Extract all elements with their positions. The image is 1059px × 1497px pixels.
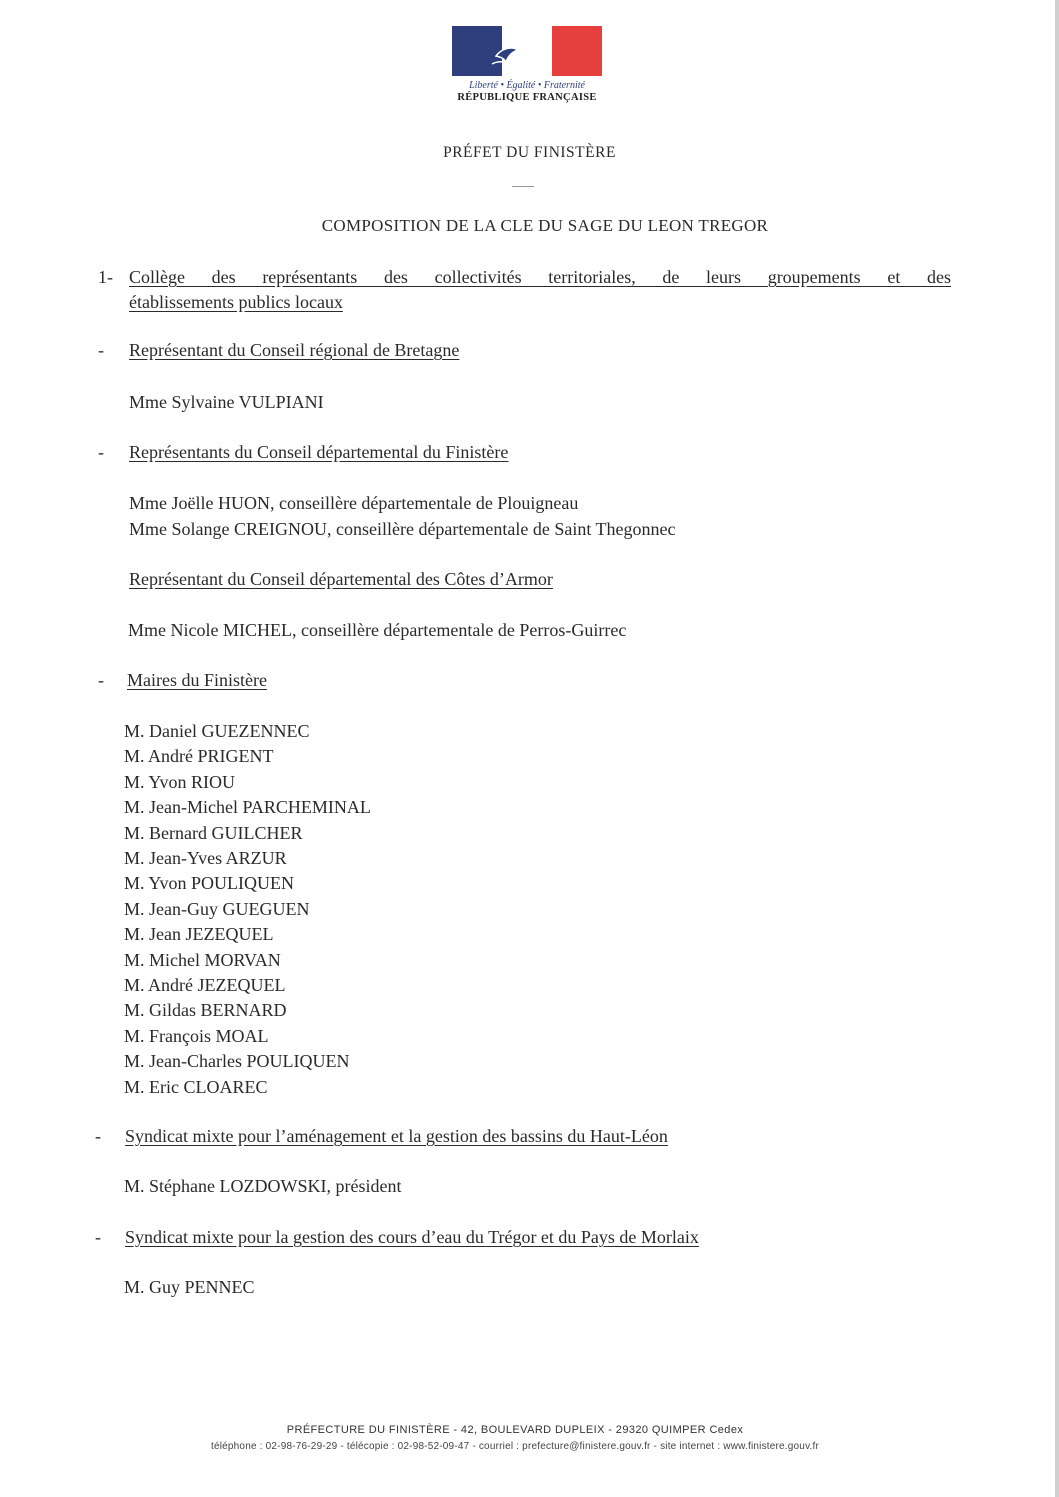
republique-logo <box>452 26 602 116</box>
member-name: Mme Sylvaine VULPIANI <box>129 392 324 412</box>
list-item: M. Eric CLOAREC <box>124 1076 268 1097</box>
member-name: M. Stéphane LOZDOWSKI, président <box>124 1176 402 1196</box>
list-item: M. André PRIGENT <box>124 746 274 767</box>
list-item: M. André JEZEQUEL <box>124 975 286 996</box>
footer-contacts: téléphone : 02-98-76-29-29 - télécopie : 02-98-52-09-47 - courriel : prefecture@finistere.gouv.fr - site internet : www.finistere.gouv.fr <box>210 1441 820 1452</box>
section-heading-cotes-armor: Représentant du Conseil départemental des Côtes d’Armor <box>129 569 553 589</box>
section-heading-finistere: Représentants du Conseil départemental du Finistère <box>129 442 509 462</box>
bullet-dash: - <box>98 670 104 690</box>
prefet-heading: PRÉFET DU FINISTÈRE <box>443 144 616 161</box>
document-title: COMPOSITION DE LA CLE DU SAGE DU LEON TREGOR <box>321 216 769 235</box>
tricolor-flag-icon <box>452 26 602 76</box>
footer-address: PRÉFECTURE DU FINISTÈRE - 42, BOULEVARD DUPLEIX - 29320 QUIMPER Cedex <box>286 1424 744 1436</box>
bullet-dash: - <box>98 442 104 462</box>
list-item: M. Yvon POULIQUEN <box>124 873 295 894</box>
list-item: M. Jean-Guy GUEGUEN <box>124 898 310 919</box>
section-heading-haut-leon: Syndicat mixte pour l’aménagement et la gestion des bassins du Haut-Léon <box>125 1126 668 1146</box>
list-item: M. Daniel GUEZENNEC <box>124 721 310 741</box>
list-item: M. Michel MORVAN <box>124 949 281 970</box>
member-name: M. Guy PENNEC <box>124 1277 255 1297</box>
college-line-1: Collège des représentants des collectivités territoriales, de leurs groupements et des <box>129 267 951 287</box>
list-item: M. Jean-Michel PARCHEMINAL <box>124 797 371 818</box>
bullet-dash: - <box>98 340 104 360</box>
bullet-dash: - <box>95 1126 101 1146</box>
section-heading-maires: Maires du Finistère <box>127 670 267 690</box>
list-item: M. Jean JEZEQUEL <box>124 924 274 945</box>
motto: Liberté • Égalité • Fraternité <box>469 80 585 91</box>
member-name: Mme Joëlle HUON, conseillère départementale de Plouigneau <box>129 493 579 513</box>
section-heading-region: Représentant du Conseil régional de Bretagne <box>129 340 460 360</box>
bullet-dash: - <box>95 1227 101 1247</box>
list-item: M. François MOAL <box>124 1025 269 1046</box>
college-number: 1- <box>98 267 113 287</box>
section-heading-tregor: Syndicat mixte pour la gestion des cours d’eau du Trégor et du Pays de Morlaix <box>125 1227 699 1247</box>
list-item: M. Jean-Yves ARZUR <box>124 848 287 869</box>
marianne-profile-icon <box>452 26 602 76</box>
mayors-list <box>124 719 371 1100</box>
list-item: M. Gildas BERNARD <box>124 1000 287 1021</box>
list-item: M. Jean-Charles POULIQUEN <box>124 1051 350 1072</box>
member-name: Mme Solange CREIGNOU, conseillère départementale de Saint Thegonnec <box>129 519 676 539</box>
college-line-2: établissements publics locaux <box>129 292 343 312</box>
republic-label: RÉPUBLIQUE FRANÇAISE <box>457 92 597 103</box>
separator <box>512 186 534 187</box>
member-name: Mme Nicole MICHEL, conseillère départementale de Perros-Guirrec <box>128 620 627 640</box>
list-item: M. Bernard GUILCHER <box>124 822 303 843</box>
list-item: M. Yvon RIOU <box>124 771 236 792</box>
